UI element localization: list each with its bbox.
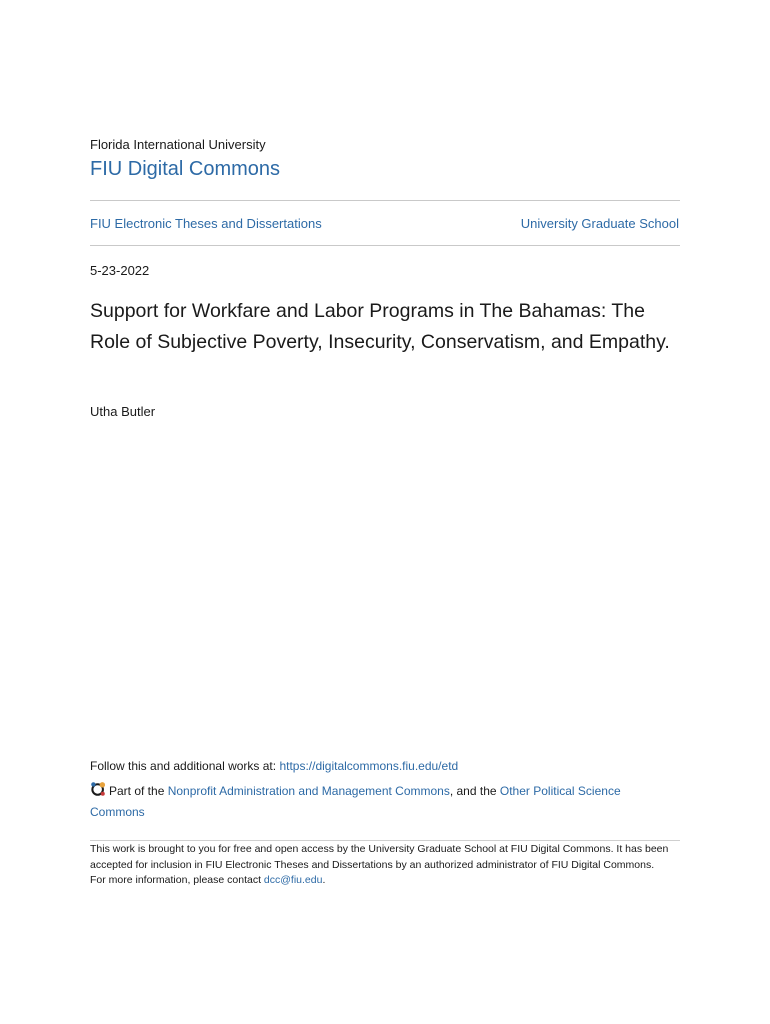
political-science-commons-link[interactable]: Other Political Science Commons bbox=[90, 784, 621, 819]
divider-bottom bbox=[90, 840, 680, 841]
nonprofit-commons-link[interactable]: Nonprofit Administration and Management Commons bbox=[167, 784, 450, 798]
contact-email-link[interactable]: dcc@fiu.edu bbox=[263, 874, 323, 886]
notice-text: This work is brought to you for free and open access by the University Graduate School at FIU Digital Commons. It has been accepted for inclusion in FIU Electronic Theses and Dissertations by an authorized administrator of FIU Digital Commons. For more information, please contact bbox=[90, 843, 669, 886]
access-notice bbox=[90, 842, 670, 889]
etd-url-link[interactable]: https://digitalcommons.fiu.edu/etd bbox=[279, 759, 459, 773]
divider-middle bbox=[90, 245, 680, 246]
institution-name: Florida International University bbox=[90, 137, 266, 152]
collection-link[interactable]: FIU Electronic Theses and Dissertations bbox=[90, 216, 322, 231]
part-of-prefix: Part of the bbox=[109, 784, 168, 798]
repository-link[interactable]: FIU Digital Commons bbox=[90, 158, 281, 180]
notice-suffix: . bbox=[322, 874, 326, 886]
document-title: Support for Workfare and Labor Programs in The Bahamas: The Role of Subjective Poverty, Insecurity, Conservatism, and Empathy. bbox=[90, 300, 670, 353]
part-of-middle: , and the bbox=[449, 784, 500, 798]
follow-prefix: Follow this and additional works at: bbox=[90, 759, 280, 773]
divider-top bbox=[90, 200, 680, 201]
publication-date: 5-23-2022 bbox=[90, 263, 150, 278]
follow-line bbox=[90, 759, 458, 773]
school-link[interactable]: University Graduate School bbox=[520, 216, 679, 231]
part-of-line bbox=[90, 781, 670, 823]
author-name: Utha Butler bbox=[90, 404, 156, 419]
network-icon bbox=[90, 781, 107, 798]
